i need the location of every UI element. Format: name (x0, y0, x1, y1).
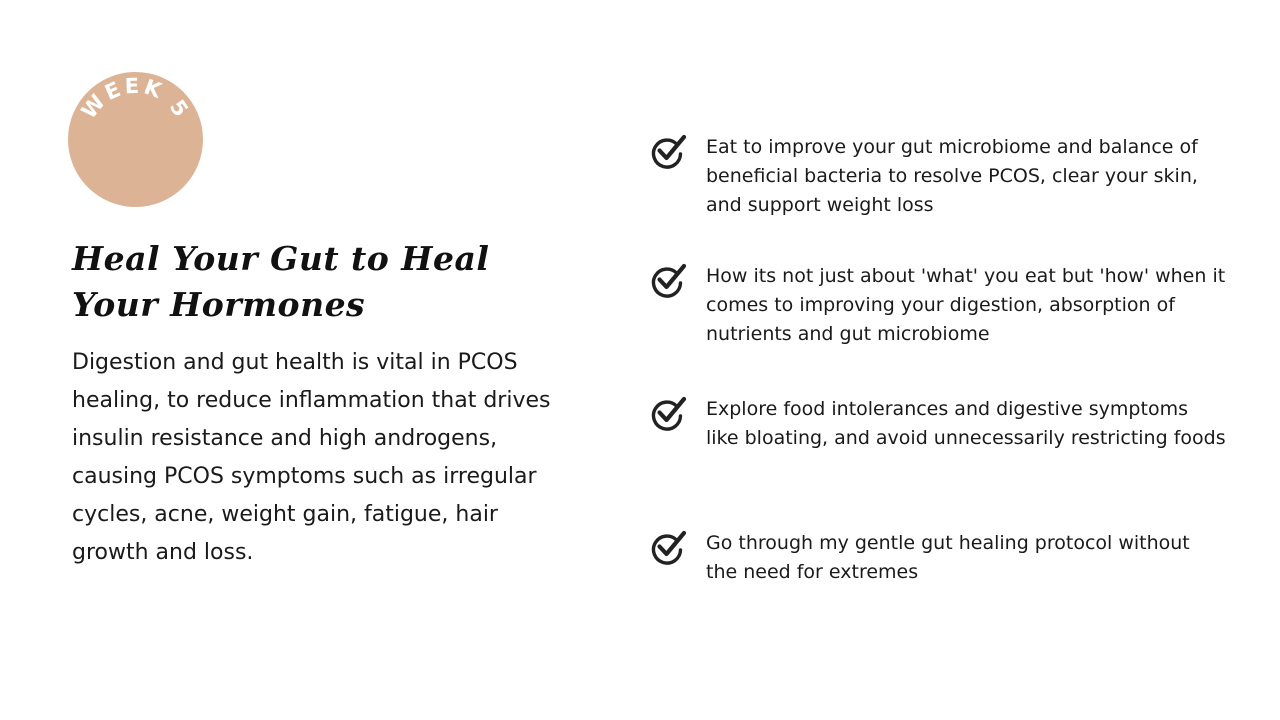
check-circle-icon (650, 262, 688, 298)
intro-paragraph: Digestion and gut health is vital in PCOS healing, to reduce inflammation that drives insulin resistance and high androgens, causing PCOS symptoms such as irregular cycles, acne, weight gain, fatigue, hair growth and loss. (72, 350, 551, 565)
page-title (72, 236, 592, 328)
page-title-line-2: Your Hormones (72, 285, 366, 324)
page-title-line-1: Heal Your Gut to Heal (72, 239, 490, 278)
week-badge (68, 72, 203, 207)
check-circle-icon (650, 529, 688, 565)
week-badge-label: WEEK 5 (76, 73, 195, 124)
check-circle-icon (650, 133, 688, 169)
checklist-item-text: Go through my gentle gut healing protocol without the need for extremes (706, 532, 1190, 583)
checklist-item-text: Explore food intolerances and digestive symptoms like bloating, and avoid unnecessarily restricting foods (706, 398, 1226, 449)
checklist-item-text: How its not just about 'what' you eat but 'how' when it comes to improving your digestion, absorption of nutrients and gut microbiome (706, 265, 1226, 345)
week-badge-graphic (68, 72, 203, 207)
benefit-checklist (650, 0, 1230, 720)
check-circle-icon (650, 395, 688, 431)
checklist-item-text: Eat to improve your gut microbiome and balance of beneficial bacteria to resolve PCOS, clear your skin, and support weight loss (706, 136, 1198, 216)
